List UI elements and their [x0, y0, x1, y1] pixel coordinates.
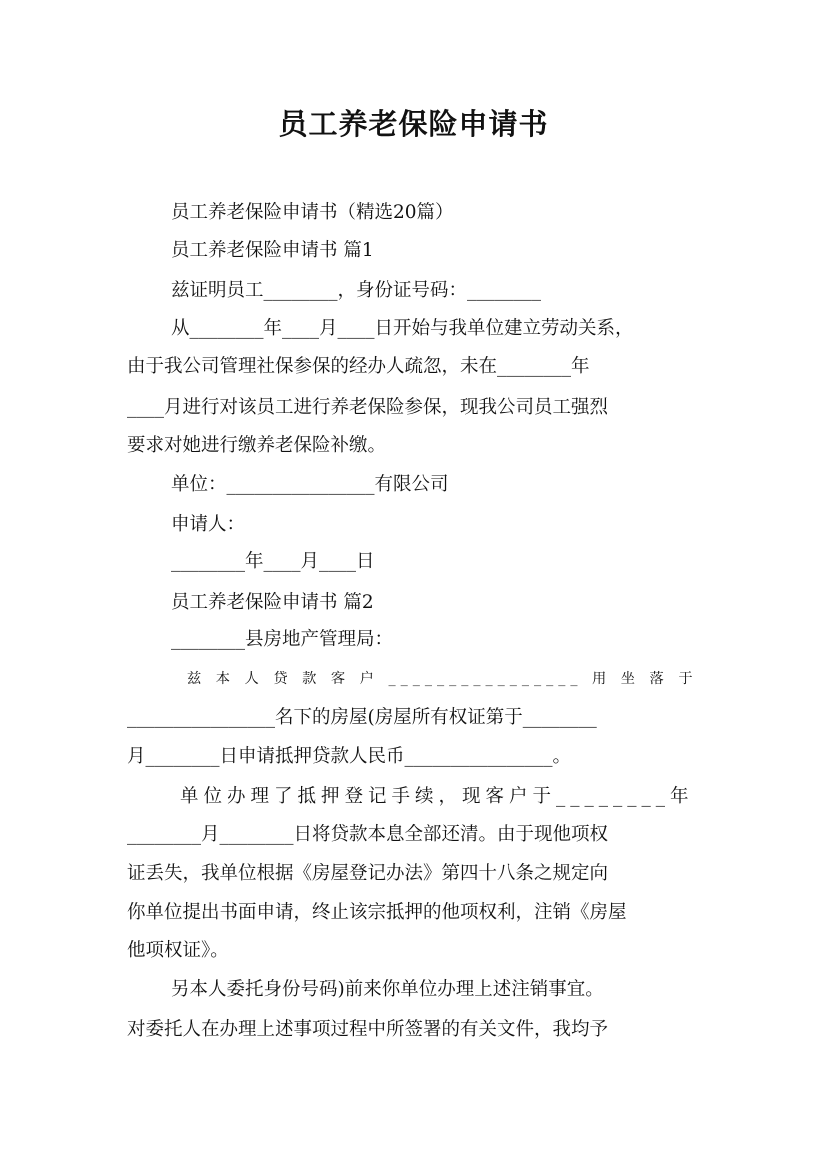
paragraph-line: 兹 本 人 贷 款 客 户 ________________ 用 坐 落 于	[187, 671, 698, 687]
paragraph-line: 兹证明员工________，身份证号码：________	[171, 280, 542, 301]
paragraph-line: ________月________日将贷款本息全部还清。由于现他项权	[127, 824, 609, 845]
paragraph-line: ________________名下的房屋(房屋所有权证第于________	[127, 707, 597, 728]
paragraph-line: 单位：________________有限公司	[171, 474, 449, 495]
paragraph-line: 对委托人在办理上述事项过程中所签署的有关文件，我均予	[127, 1019, 609, 1040]
paragraph-line: ____月进行对该员工进行养老保险参保，现我公司员工强烈	[127, 397, 609, 418]
paragraph-line: 月________日申请抵押贷款人民币________________。	[127, 746, 572, 767]
paragraph-line: 由于我公司管理社保参保的经办人疏忽，未在________年	[127, 356, 590, 377]
paragraph-line: ________年____月____日	[171, 551, 375, 572]
paragraph-line: 另本人委托身份号码)前来你单位办理上述注销事宜。	[171, 979, 604, 1000]
paragraph-line: 单位办理了抵押登记手续，现客户于________年	[180, 786, 694, 807]
paragraph-line: 从________年____月____日开始与我单位建立劳动关系，	[171, 318, 634, 339]
paragraph-line: 员工养老保险申请书（精选20篇）	[171, 202, 454, 223]
paragraph-line: 证丢失，我单位根据《房屋登记办法》第四十八条之规定向	[127, 863, 609, 884]
document-title: 员工养老保险申请书	[278, 107, 549, 141]
paragraph-line: 你单位提出书面申请，终止该宗抵押的他项权利，注销《房屋	[127, 902, 627, 923]
paragraph-line: 他项权证》。	[127, 940, 229, 961]
paragraph-line: 员工养老保险申请书 篇1	[171, 240, 374, 261]
paragraph-line: ________县房地产管理局：	[171, 629, 394, 650]
paragraph-line: 员工养老保险申请书 篇2	[171, 592, 374, 613]
paragraph-line: 申请人：	[171, 514, 246, 535]
paragraph-line: 要求对她进行缴养老保险补缴。	[127, 435, 387, 456]
